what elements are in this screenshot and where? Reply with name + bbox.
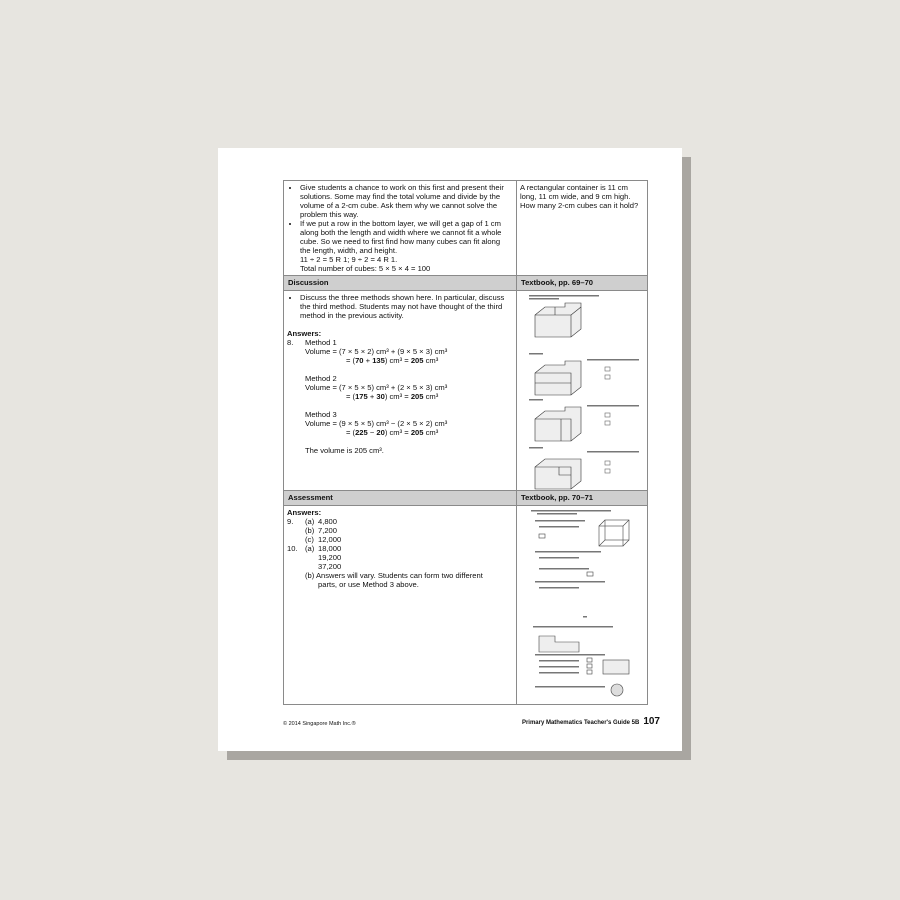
- assessment-title: Assessment: [284, 491, 517, 505]
- answer-item: [287, 553, 512, 562]
- textbook-figure-exercises: [517, 506, 647, 704]
- block-figure-method-1: [535, 361, 581, 395]
- method-2-line-1: Volume = (7 × 5 × 5) cm³ + (2 × 5 × 3) cm³: [305, 383, 448, 392]
- discussion-bullet: • Discuss the three methods shown here. In particular, discuss the third method. Students may not have thought of the third method in the previous activity.: [300, 293, 512, 320]
- answer-box: [587, 572, 593, 576]
- answer-box: [539, 534, 545, 538]
- answer-item: [287, 562, 512, 571]
- container-figure: [599, 520, 629, 546]
- discussion-answers-label: Answers:: [287, 329, 322, 338]
- assessment-answer-list: [287, 517, 512, 571]
- footer-title: [522, 716, 660, 727]
- answer-item-label: (a): [305, 544, 315, 553]
- answer-item-value: 4,800: [318, 517, 338, 526]
- assessment-answers: [284, 506, 517, 704]
- answer-item-number: 9.: [287, 517, 294, 526]
- intro-row: [284, 181, 647, 275]
- method-3-line-2: = (225 − 20) cm³ = 205 cm³: [346, 428, 439, 437]
- method-3-line-1: Volume = (9 × 5 × 5) cm³ − (2 × 5 × 2) cm³: [305, 419, 448, 428]
- answer-item-label: (a): [305, 517, 315, 526]
- intro-notes: [284, 181, 517, 275]
- answer-item: [287, 535, 512, 544]
- answer-item-value: 37,200: [318, 562, 342, 571]
- method-3-title: Method 3: [305, 410, 337, 419]
- answer-item: [287, 526, 512, 535]
- method-1-title-line: [287, 338, 512, 347]
- assessment-row: [284, 506, 647, 704]
- method-2-title: Method 2: [305, 374, 337, 383]
- discussion-title: Discussion: [284, 276, 517, 290]
- character-icon: [611, 684, 623, 696]
- block-figure-method-2: [535, 407, 581, 441]
- book-title: Primary Mathematics Teacher's Guide 5B: [521, 720, 640, 726]
- assessment-answers-label: Answers:: [287, 508, 322, 517]
- intro-bullet-1: • Give students a chance to work on this first and present their solutions. Some may find the total volume and divide by the volume of a 2-cm cube. Ask them why we cannot solve the problem this way.: [300, 183, 512, 219]
- discussion-notes: [284, 291, 517, 490]
- intro-bullet-2-text: If we put a row in the bottom layer, we will get a gap of 1 cm along both the length and width where we cannot fit a whole cube. So we need to first find how many cubes can fit along the length, width, and height.: [300, 219, 502, 255]
- answer-item-value: 7,200: [318, 526, 338, 535]
- textbook-thumbnail-69-70: [517, 291, 647, 490]
- discussion-row: [284, 291, 647, 490]
- answer-item: [287, 544, 512, 553]
- method-1-line-1: Volume = (7 × 5 × 2) cm³ + (9 × 5 × 3) cm³: [305, 347, 448, 356]
- textbook-figure-methods: [517, 291, 647, 490]
- exercise-text-lines: [531, 510, 613, 688]
- block-figure-method-3: [535, 459, 581, 489]
- method-1-title: Method 1: [305, 338, 337, 347]
- block-figure-main: [535, 303, 581, 337]
- answer-item-number: 10.: [287, 544, 298, 553]
- copyright: © 2014 Singapore Math Inc.®: [283, 721, 356, 727]
- answer-10b: (b) Answers will vary. Students can form two different parts, or use Method 3 above.: [305, 571, 483, 589]
- discussion-textbook-ref: Textbook, pp. 69–70: [521, 278, 594, 287]
- textbook-thumbnail-70-71: [517, 506, 647, 704]
- intro-calc-2: Total number of cubes: 5 × 5 × 4 = 100: [300, 264, 431, 273]
- answer-item-label: (c): [305, 535, 314, 544]
- stepped-block-figure: [539, 636, 579, 652]
- content-table: [283, 180, 648, 705]
- answer-item-value: 18,000: [318, 544, 342, 553]
- answer-item-value: 19,200: [318, 553, 342, 562]
- document-page: [218, 148, 682, 751]
- equation-boxes: [605, 367, 610, 473]
- answer-item: [287, 517, 512, 526]
- method-1-line-2: = (70 + 135) cm³ = 205 cm³: [346, 356, 439, 365]
- assessment-textbook-ref: Textbook, pp. 70–71: [521, 493, 594, 502]
- discussion-header: [284, 275, 647, 291]
- intro-bullet-2: [300, 219, 512, 273]
- item-number-8: 8.: [287, 338, 294, 347]
- intro-calc-1: 11 ÷ 2 = 5 R 1; 9 ÷ 2 = 4 R 1.: [300, 255, 398, 264]
- intro-problem: A rectangular container is 11 cm long, 11 cm wide, and 9 cm high. How many 2-cm cubes can it hold?: [520, 183, 639, 210]
- answer-item-label: (b): [305, 526, 315, 535]
- method-2-line-2: = (175 + 30) cm³ = 205 cm³: [346, 392, 439, 401]
- volume-conclusion: The volume is 205 cm³.: [305, 446, 384, 455]
- assessment-header: [284, 490, 647, 506]
- page-number: 107: [643, 716, 660, 727]
- answer-item-value: 12,000: [318, 535, 342, 544]
